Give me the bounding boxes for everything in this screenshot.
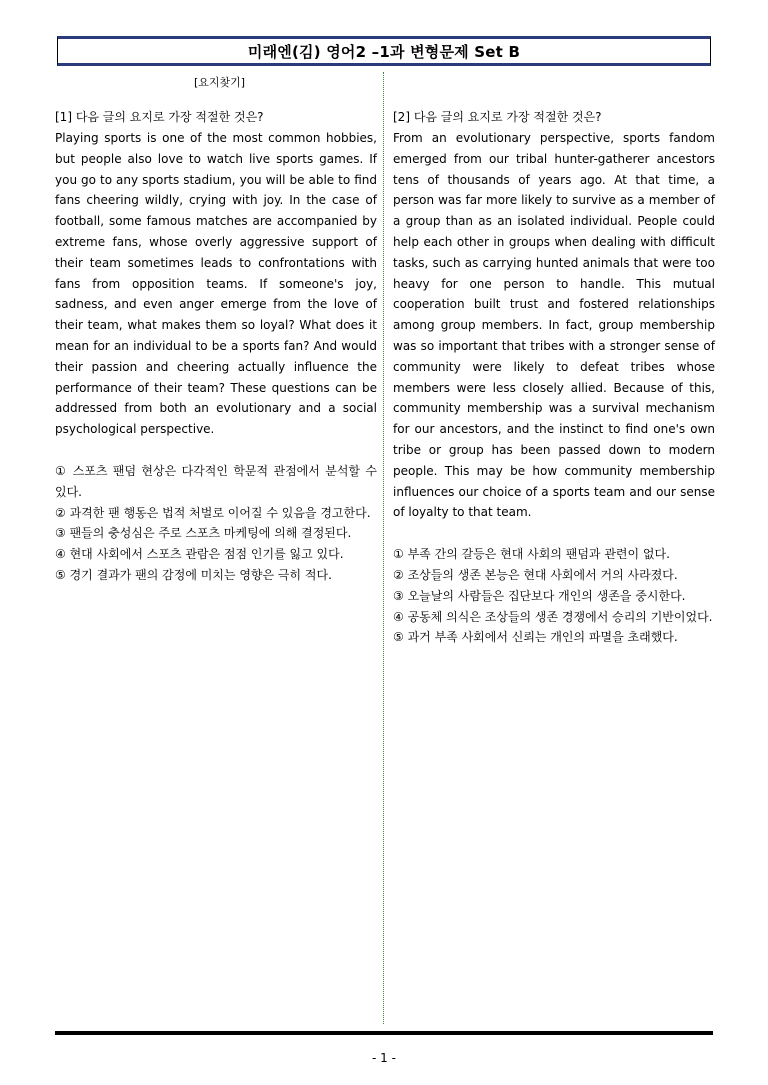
page-number: - 1 - (372, 1051, 396, 1065)
choice-1-3: ③ 팬들의 충성심은 주로 스포츠 마케팅에 의해 결정된다. (55, 526, 352, 541)
header-box (57, 36, 711, 66)
page-title: 미래엔(김) 영어2 –1과 변형문제 Set B (247, 42, 521, 61)
question-2-choices (393, 544, 715, 648)
question-1-choices (55, 461, 377, 586)
choice-2-1: ① 부족 간의 갈등은 현대 사회의 팬덤과 관련이 없다. (393, 547, 670, 562)
question-1-passage: Playing sports is one of the most common hobbies, but people also love to watch live sports games. If you go to any sports stadium, you will be able to find fans cheering wildly, crying with joy. In the case of football, some famous matches are accompanied by extreme fans, whose overly aggressive support of their team sometimes leads to confrontations with fans from opposition teams. If someone's joy, sadness, and even anger emerge from the love of their team, what makes them so loyal? What does it mean for an individual to be a sports fan? And would their passion and cheering actually influence the performance of their team? These questions can be addressed from both an evolutionary and a social psychological perspective. (55, 131, 377, 437)
question-2-prompt: [2] 다음 글의 요지로 가장 적절한 것은? (393, 110, 602, 124)
section-label: [요지찾기] (193, 76, 246, 89)
choice-2-4: ④ 공동체 의식은 조상들의 생존 경쟁에서 승리의 기반이었다. (393, 609, 713, 624)
left-column (55, 107, 377, 586)
choice-1-1: ① 스포츠 팬덤 현상은 다각적인 학문적 관점에서 분석할 수 있다. (55, 463, 377, 499)
question-2-passage: From an evolutionary perspective, sports fandom emerged from our tribal hunter-gatherer ancestors tens of thousands of years ago. At that time, a person was far more likely to survive as a member of a group than as an isolated individual. People could help each other in groups when dealing with difficult tasks, such as carrying hunted animals that were too heavy for one person to handle. This mutual cooperation built trust and fostered relationships among group members. In fact, group membership was so important that tribes with a stronger sense of community were likely to defeat tribes whose members were less closely allied. Because of this, community membership was a survival mechanism for our ancestors, and the instinct to find one's own tribe or group has been passed down to modern people. This may be how community membership influences our choice of a sports team and our sense of loyalty to that team. (393, 131, 715, 520)
question-1-prompt: [1] 다음 글의 요지로 가장 적절한 것은? (55, 110, 264, 124)
choice-1-5: ⑤ 경기 결과가 팬의 감정에 미치는 영향은 극히 적다. (55, 567, 332, 582)
choice-2-5: ⑤ 과거 부족 사회에서 신뢰는 개인의 파멸을 초래했다. (393, 630, 678, 645)
column-divider (383, 72, 384, 1024)
choice-1-4: ④ 현대 사회에서 스포츠 관람은 점점 인기를 잃고 있다. (55, 547, 344, 562)
choice-2-2: ② 조상들의 생존 본능은 현대 사회에서 거의 사라졌다. (393, 567, 678, 582)
choice-1-2: ② 과격한 팬 행동은 법적 처벌로 이어질 수 있음을 경고한다. (55, 505, 371, 520)
choice-2-3: ③ 오늘날의 사람들은 집단보다 개인의 생존을 중시한다. (393, 588, 686, 603)
footer-rule (55, 1031, 713, 1035)
right-column (393, 107, 715, 648)
